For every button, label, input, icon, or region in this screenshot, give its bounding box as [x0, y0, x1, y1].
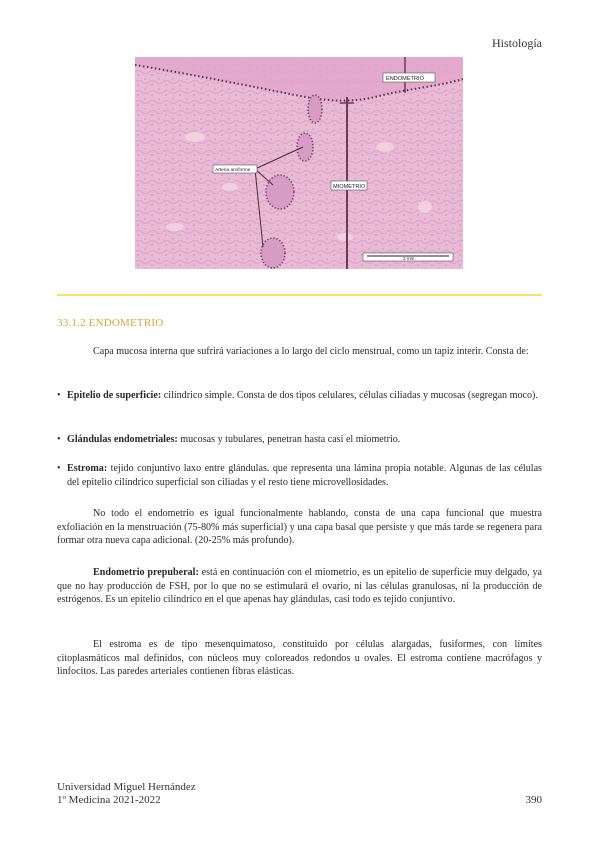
bullet-term: Estroma:: [67, 463, 108, 474]
bullet-term: Glándulas endometriales:: [67, 434, 178, 445]
label-endometrio: ENDOMETRIO: [386, 76, 424, 82]
micrograph-svg: [135, 57, 463, 269]
header-title: Histología: [492, 36, 542, 50]
label-miometrio: MIOMETRIO: [333, 184, 366, 190]
footer-university: Universidad Miguel Hernández: [57, 781, 196, 793]
prepuberal-text: está en continuación con el miometrio, es un epitelio de superficie muy delgado, ya que no hay producción de FSH, por lo que no se estimulará el ovario, ni las células granulosas, ni la producción de estrógenos. Es un epitelio cilíndrico en el que apenas hay glándulas, casi todo es tejido conjuntivo.: [57, 567, 542, 606]
bullet-text: tejido conjuntivo laxo entre glándulas. que representa una lámina propia notable. Algunas de las células del epitelio cilíndrico superficial son ciliadas y el resto tiene microvellosidades.: [67, 463, 542, 488]
bullet-dot: •: [57, 390, 61, 401]
paragraph-capas: No todo el endometrio es igual funcionalmente hablando, consta de una capa funcional que muestra exfoliación en la menstruación (75-80% más superficial) y una capa basal que persiste y que más tarde se regenera para formar otra nueva capa adicional. (20-25% más profundo).: [57, 508, 542, 547]
footer-institution: [57, 781, 196, 807]
label-scale: 2 mm: [403, 256, 415, 261]
paragraph-estroma: El estroma es de tipo mesenquimatoso, constituido por células alargadas, fusiformes, con límites citoplasmáticos mal definidos, con núcleos muy coloreados redondos u ovales. El estroma contiene macrófagos y linfocitos. Las paredes arteriales contienen fibras elásticas.: [57, 639, 542, 678]
footer-course: 1º Medicina 2021-2022: [57, 794, 161, 806]
histology-micrograph: [135, 57, 463, 269]
section-heading: 33.1.2 ENDOMETRIO: [57, 317, 164, 329]
bullet-term: Epitelio de superficie:: [67, 390, 162, 401]
intro-paragraph: Capa mucosa interna que sufrirá variaciones a lo largo del ciclo menstrual, como un tapiz interir. Consta de:: [93, 346, 529, 357]
bullet-text: cilíndrico simple. Consta de dos tipos celulares, células ciliadas y mucosas (segregan moco).: [161, 390, 538, 401]
label-arteria: Arteria arciforme: [215, 168, 251, 173]
bullet-dot: •: [57, 463, 61, 474]
paragraph-prepuberal: [57, 566, 542, 607]
bullet-epitelio: [57, 389, 542, 403]
bullet-text: mucosas y tubulares, penetran hasta casi el miometrio.: [177, 434, 401, 445]
bullet-estroma: [57, 462, 542, 489]
page-number: 390: [525, 794, 542, 806]
bullet-dot: •: [57, 434, 61, 445]
prepuberal-term: Endometrio prepuberal:: [93, 567, 199, 578]
section-divider: [57, 294, 542, 296]
bullet-glandulas: [57, 433, 542, 447]
